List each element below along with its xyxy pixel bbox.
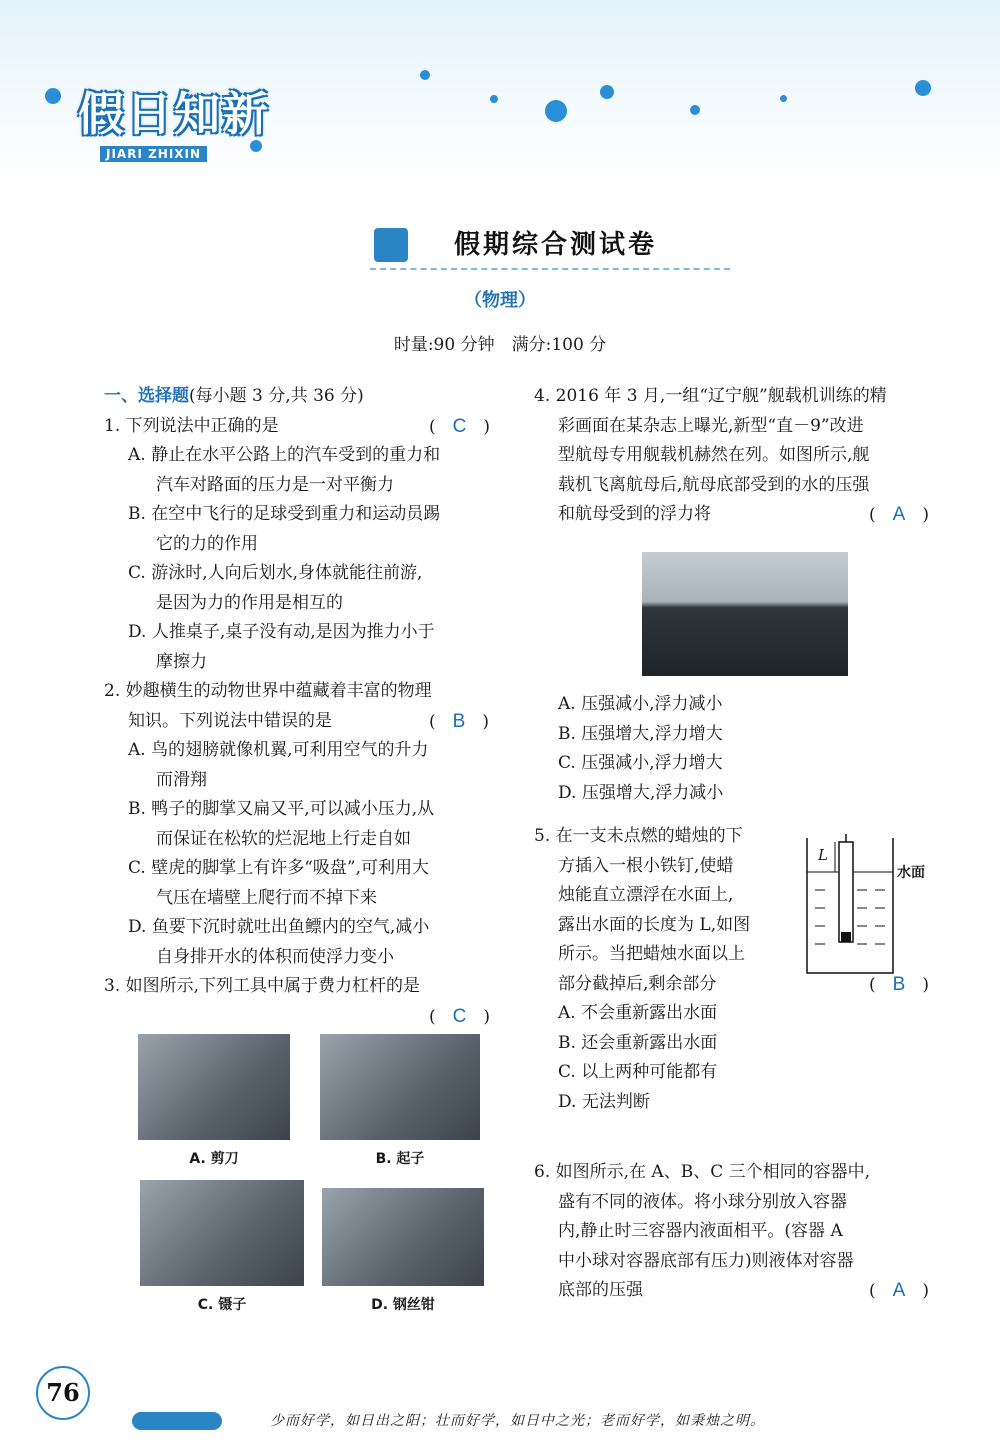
q2-option-a-cont: 而滑翔 — [156, 769, 207, 790]
logo-title: 假日知新 — [78, 87, 270, 141]
pliers-image — [322, 1188, 484, 1286]
q5-stem: 5. 在一支未点燃的蜡烛的下 — [534, 826, 743, 846]
page-number: 76 — [36, 1366, 90, 1420]
q3-caption-d: D. 钢丝钳 — [371, 1297, 435, 1313]
q1-option-c: C. 游泳时,人向后划水,身体就能往前游, — [128, 563, 423, 583]
time-and-score: 时量:90 分钟 满分:100 分 — [393, 335, 607, 355]
q1-answer: C — [452, 415, 467, 437]
q4-stem-cont: 型航母专用舰载机赫然在列。如图所示,舰 — [558, 445, 870, 465]
q6-stem-cont: 底部的压强 ( A ) — [558, 1280, 929, 1301]
aircraft-carrier-image — [642, 552, 848, 676]
q1-option-b-cont: 它的力的作用 — [156, 533, 258, 554]
q4-option-a: A. 压强减小,浮力减小 — [558, 694, 723, 714]
q3-caption-a: A. 剪刀 — [189, 1151, 239, 1167]
q6-block — [534, 1158, 934, 1306]
q1-option-b: B. 在空中飞行的足球受到重力和运动员踢 — [128, 504, 441, 524]
subject-label: （物理） — [464, 290, 536, 311]
q4-stem-cont: 和航母受到的浮力将 ( A ) — [558, 504, 929, 525]
q3-stem: 3. 如图所示,下列工具中属于费力杠杆的是 — [104, 976, 421, 996]
q4-answer: A — [892, 504, 906, 525]
logo-subtitle: JIARI ZHIXIN — [100, 146, 207, 162]
q4-stem-cont: 载机飞离航母后,航母底部受到的水的压强 — [558, 474, 870, 495]
q5-stem-cont: 所示。当把蜡烛水面以上 — [558, 944, 745, 964]
fig-label-L: L — [818, 846, 828, 864]
q5-answer: B — [892, 973, 906, 995]
section-heading: 一、选择题(每小题 3 分,共 36 分) — [104, 386, 364, 406]
q4-stem-cont: 彩画面在某杂志上曝光,新型“直－9”改进 — [558, 415, 864, 436]
q2-option-b: B. 鸭子的脚掌又扁又平,可以减小压力,从 — [128, 799, 435, 819]
fig-label-water: 水面 — [897, 865, 925, 881]
decor-dot — [600, 85, 614, 99]
q5-stem-cont: 方插入一根小铁钉,使蜡 — [558, 855, 734, 876]
q4-option-d: D. 压强增大,浮力减小 — [558, 782, 724, 803]
q6-answer: A — [892, 1280, 906, 1301]
test-title-bar — [370, 222, 730, 270]
q5-stem-cont: 烛能直立漂浮在水面上, — [558, 885, 734, 905]
q3-answer: C — [452, 1005, 467, 1027]
right-column-q4 — [534, 382, 934, 530]
test-title: 假期综合测试卷 — [454, 230, 658, 260]
q6-stem-cont: 内,静止时三容器内液面相平。(容器 A — [558, 1221, 843, 1241]
footer-tag — [132, 1412, 222, 1430]
q3-caption-b: B. 起子 — [375, 1151, 425, 1167]
q5-option-a: A. 不会重新露出水面 — [558, 1003, 718, 1023]
q3-answer-line: ( C ) — [429, 1005, 491, 1027]
decor-dot — [490, 95, 498, 103]
q5-option-b: B. 还会重新露出水面 — [558, 1032, 718, 1053]
decor-dot — [780, 95, 787, 102]
footer-quote: 少而好学，如日出之阳；壮而好学，如日中之光；老而好学，如秉烛之明。 — [270, 1413, 765, 1429]
q5-option-c: C. 以上两种可能都有 — [558, 1062, 718, 1082]
q1-option-d: D. 人推桌子,桌子没有动,是因为推力小于 — [128, 622, 435, 642]
q4-options — [534, 690, 934, 808]
q2-option-b-cont: 而保证在松软的烂泥地上行走自如 — [156, 828, 411, 849]
scissors-image — [138, 1034, 290, 1140]
tweezers-image — [140, 1180, 304, 1286]
q1-option-a-cont: 汽车对路面的压力是一对平衡力 — [156, 474, 394, 495]
decor-dot — [690, 105, 700, 115]
q5-stem-cont: 露出水面的长度为 L,如图 — [558, 914, 751, 935]
q4-stem: 4. 2016 年 3 月,一组“辽宁舰”舰载机训练的精 — [534, 386, 887, 406]
q1-stem: 1. 下列说法中正确的是 ( C ) — [104, 415, 491, 437]
q1-option-d-cont: 摩擦力 — [156, 651, 207, 672]
q4-option-b: B. 压强增大,浮力增大 — [558, 723, 723, 744]
decor-dot — [420, 70, 430, 80]
q2-answer: B — [452, 710, 466, 732]
q2-option-a: A. 鸟的翅膀就像机翼,可利用空气的升力 — [128, 740, 429, 760]
q4-option-c: C. 压强减小,浮力增大 — [558, 753, 723, 773]
title-icon — [374, 228, 408, 262]
q2-stem: 2. 妙趣横生的动物世界中蕴藏着丰富的物理 — [104, 681, 432, 701]
bottle-opener-image — [320, 1034, 480, 1140]
q2-option-d: D. 鱼要下沉时就吐出鱼鳔内的空气,减小 — [128, 917, 430, 937]
candle-diagram — [795, 828, 935, 978]
q2-stem-cont: 知识。下列说法中错误的是 ( B ) — [128, 710, 489, 732]
q2-option-c: C. 壁虎的脚掌上有许多“吸盘”,可利用大 — [128, 858, 429, 878]
decor-dot — [545, 100, 567, 122]
q1-option-c-cont: 是因为力的作用是相互的 — [156, 592, 343, 613]
q2-option-d-cont: 自身排开水的体积而使浮力变小 — [156, 946, 394, 967]
q1-option-a: A. 静止在水平公路上的汽车受到的重力和 — [128, 445, 441, 465]
q6-stem: 6. 如图所示,在 A、B、C 三个相同的容器中, — [534, 1162, 871, 1182]
q6-stem-cont: 中小球对容器底部有压力)则液体对容器 — [558, 1250, 854, 1271]
decor-dot — [915, 80, 931, 96]
q2-option-c-cont: 气压在墙壁上爬行而不掉下来 — [156, 887, 377, 908]
q3-caption-c: C. 镊子 — [197, 1297, 247, 1313]
decor-dot — [45, 88, 61, 104]
q5-stem-cont: 部分截掉后,剩余部分 ( B ) — [558, 973, 929, 995]
q5-option-d: D. 无法判断 — [558, 1091, 650, 1112]
left-column — [104, 382, 504, 1031]
q6-stem-cont: 盛有不同的液体。将小球分别放入容器 — [558, 1191, 847, 1212]
